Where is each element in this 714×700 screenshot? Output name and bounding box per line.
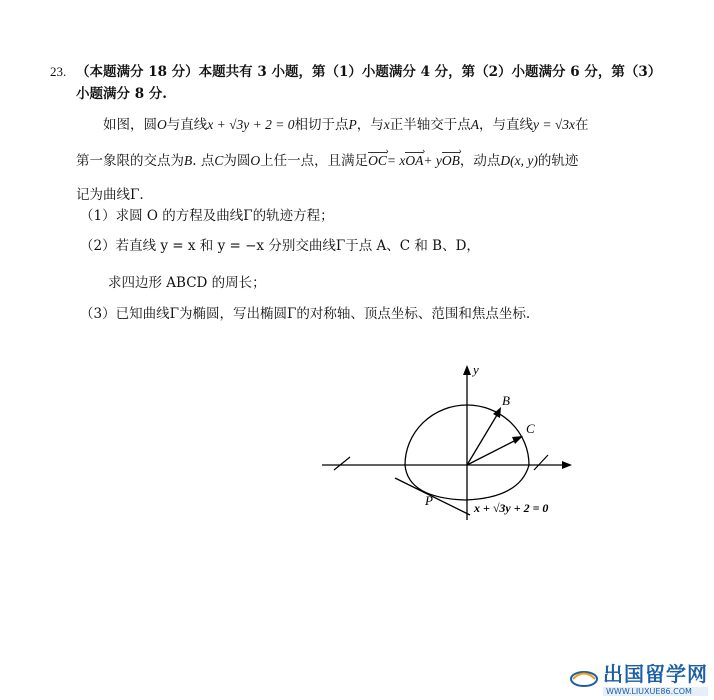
watermark-text-block (603, 658, 708, 696)
problem-number: 23. (50, 64, 67, 79)
math-C: C (214, 153, 224, 168)
text-segment: ，与 (356, 117, 384, 133)
text-segment: 如图，圆 (103, 117, 157, 133)
text-segment: ，与直线 (478, 117, 533, 133)
text-segment: 的轨迹 (537, 153, 579, 169)
vector-OB: OB › (442, 151, 460, 171)
problem-header-line1: （本题满分 18 分）本题共有 3 小题，第（1）小题满分 4 分，第（2）小题满分 6 分，第（3） (76, 64, 662, 80)
text-segment: 第一象限的交点为 (76, 153, 184, 169)
line2-equation: y = √3x (532, 117, 575, 132)
label-B: B (502, 393, 510, 408)
x-axis-arrow-icon (562, 461, 572, 469)
vector-OB-arrow-icon (493, 407, 501, 418)
watermark-text: 出国留学网 (603, 662, 708, 686)
math-A: A (470, 117, 479, 132)
text-segment: 相切于点 (294, 117, 349, 133)
question-1: （1）求圆 O 的方程及曲线Γ的轨迹方程； (80, 208, 334, 224)
text-segment: 为圆 (223, 153, 251, 169)
third-line: 记为曲线Γ. (76, 187, 144, 203)
math-P: P (348, 117, 357, 132)
cloud-logo-icon (569, 666, 599, 688)
watermark (569, 658, 708, 696)
question-2: （2）若直线 y = x 和 y = −x 分别交曲线Γ于点 A、C 和 B、D， (80, 238, 480, 254)
slash-right (534, 455, 548, 470)
text-segment: . 点 (192, 153, 215, 169)
question-3: （3）已知曲线Γ为椭圆，写出椭圆Γ的对称轴、顶点坐标、范围和焦点坐标. (80, 306, 531, 322)
tangent-line-equation: x + √3y + 2 = 0 (207, 117, 295, 132)
y-axis-arrow-icon (463, 365, 471, 375)
math-B: B (184, 153, 193, 168)
watermark-url: WWW.LIUXUE86.COM (603, 687, 708, 696)
text-segment: 与直线 (166, 117, 208, 133)
label-C: C (526, 421, 535, 436)
problem-header-line2: 小题满分 8 分. (76, 86, 167, 102)
text-segment: 在 (575, 117, 589, 133)
text-segment: 上任一点，且满足 (260, 153, 369, 169)
label-P: P (425, 493, 433, 508)
vector-OC: OC › (368, 151, 387, 171)
question-2-continued: 求四边形 ABCD 的周长； (108, 275, 266, 291)
label-y: y (473, 362, 479, 377)
vector-OC-arrow-icon (512, 436, 523, 444)
math-O: O (157, 117, 167, 132)
math-x: x (383, 117, 390, 132)
text-segment: 正半轴交于点 (389, 117, 471, 133)
vector-equals: = x (386, 153, 406, 168)
vector-plus: + y (423, 153, 442, 168)
math-O: O (250, 153, 261, 168)
vector-OA: OA › (405, 151, 423, 171)
text-segment: ，动点 (459, 153, 501, 169)
math-D: D(x, y) (500, 153, 538, 168)
tangent-line-label: x + √3y + 2 = 0 (474, 501, 549, 515)
slash-left (334, 457, 350, 470)
